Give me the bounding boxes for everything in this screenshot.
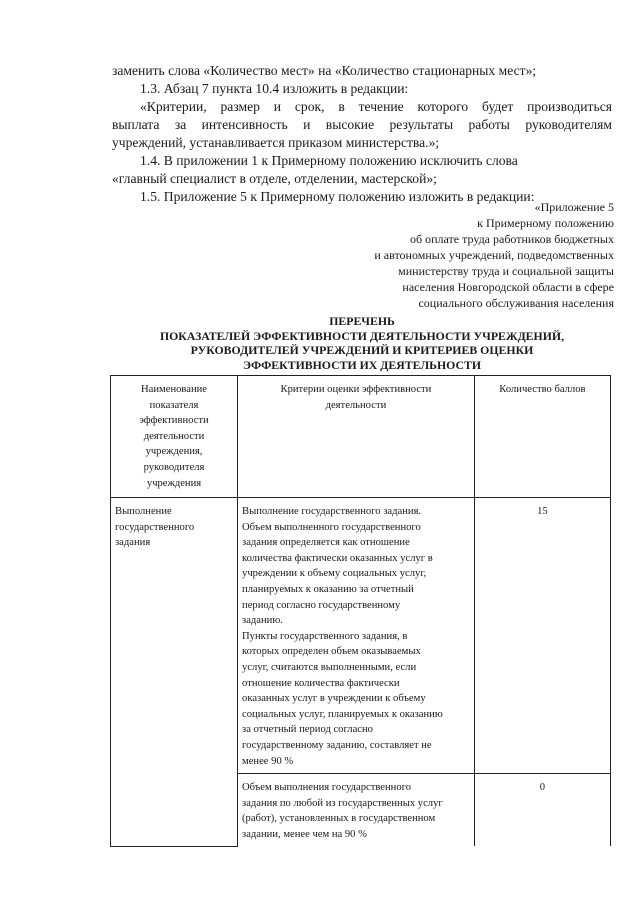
criteria-table: [110, 375, 611, 847]
heading-line: ЭФФЕКТИВНОСТИ ИХ ДЕЯТЕЛЬНОСТИ: [242, 357, 482, 372]
heading-line: ПЕРЕЧЕНЬ: [329, 314, 395, 328]
paragraph-line: учреждений, устанавливается приказом министерства.»;: [112, 135, 440, 150]
paragraph-line: выплата за интенсивность и высокие результаты работы руководителям: [112, 117, 612, 132]
header-points: Количество баллов: [474, 376, 610, 498]
table-header-row: [111, 376, 611, 498]
paragraph-line: 1.3. Абзац 7 пункта 10.4 изложить в редакции:: [140, 81, 409, 96]
appendix-line: и автономных учреждений, подведомственных: [374, 248, 614, 262]
paragraph-line: 1.5. Приложение 5 к Примерному положению изложить в редакции:: [140, 189, 535, 204]
appendix-line: «Приложение 5: [534, 200, 614, 214]
heading-line: РУКОВОДИТЕЛЕЙ УЧРЕЖДЕНИЙ И КРИТЕРИЕВ ОЦЕНКИ: [190, 343, 534, 357]
indicator-cell: Выполнение государственного задания: [111, 498, 238, 847]
header-criteria: Критерии оценки эффективности деятельности: [238, 376, 475, 498]
points-cell: 15: [474, 498, 610, 774]
appendix-reference: [374, 199, 614, 311]
paragraph-line: «главный специалист в отделе, отделении, мастерской»;: [112, 171, 437, 186]
table-row: [111, 498, 611, 774]
document-heading: [112, 314, 612, 372]
appendix-line: к Примерному положению: [477, 216, 614, 230]
paragraph-line: «Критерии, размер и срок, в течение которого будет производиться: [140, 99, 612, 114]
paragraph-line: 1.4. В приложении 1 к Примерному положению исключить слова: [140, 153, 518, 168]
criterion-cell: Выполнение государственного задания. Объем выполненного государственного задания определяется как отношение количества фактически оказанных услуг в учреждении к объему социальных услуг, планируемых к оказанию за отчетный период согласно государственному заданию. Пункты государственного задания, в которых определен объем оказываемых услуг, считаются выполненными, если отношение количества фактически оказанных услуг в учреждении к объему социальных услуг, планируемых к оказанию за отчетный период согласно государственному заданию, составляет не менее 90 %: [238, 498, 475, 774]
header-indicator: Наименование показателя эффективности деятельности учреждения, руководителя учреждения: [111, 376, 238, 498]
points-cell: 0: [474, 774, 610, 847]
appendix-line: социального обслуживания населения: [418, 296, 614, 310]
criterion-cell: Объем выполнения государственного задания по любой из государственных услуг (работ), установленных в государственном задании, менее чем на 90 %: [238, 774, 475, 847]
paragraph-line: заменить слова «Количество мест» на «Количество стационарных мест»;: [112, 63, 537, 78]
body-paragraphs: [112, 62, 612, 202]
appendix-line: населения Новгородской области в сфере: [402, 280, 614, 294]
heading-line: ПОКАЗАТЕЛЕЙ ЭФФЕКТИВНОСТИ ДЕЯТЕЛЬНОСТИ УЧРЕЖДЕНИЙ,: [159, 328, 565, 343]
appendix-line: министерству труда и социальной защиты: [398, 264, 614, 278]
appendix-line: об оплате труда работников бюджетных: [409, 232, 614, 246]
